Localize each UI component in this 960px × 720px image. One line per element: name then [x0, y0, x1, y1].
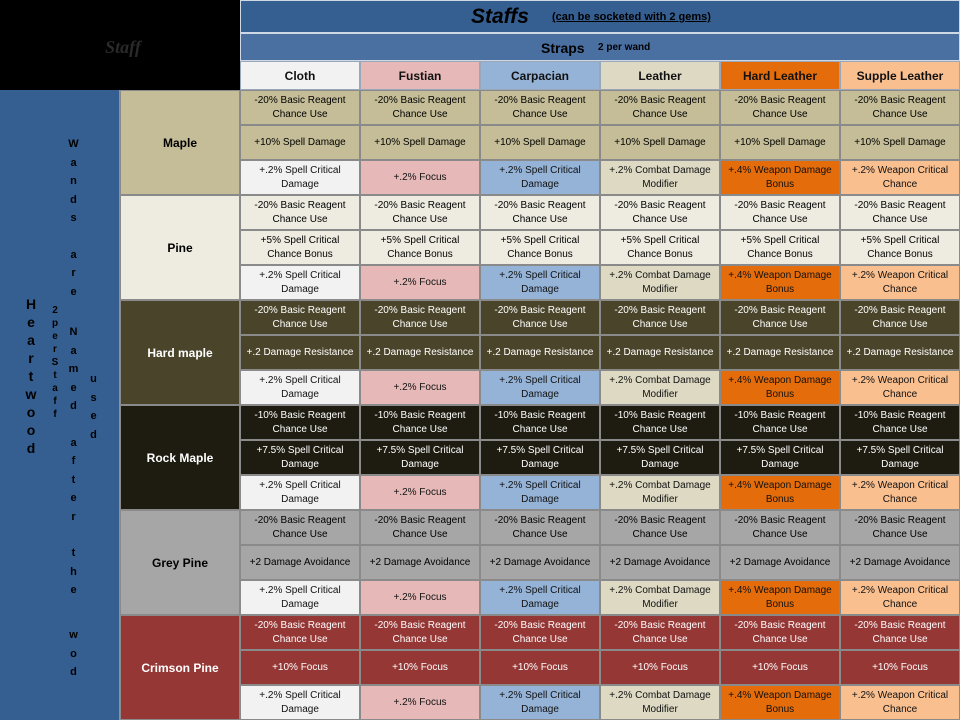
cell-wood-bonus: +2 Damage Avoidance [720, 545, 840, 580]
cell-reagent: -20% Basic Reagent Chance Use [840, 615, 960, 650]
cell-strap-bonus: +.2% Focus [360, 370, 480, 405]
cell-strap-bonus: +.2% Spell Critical Damage [240, 685, 360, 720]
cell-reagent: -20% Basic Reagent Chance Use [600, 510, 720, 545]
cell-strap-bonus: +.2% Weapon Critical Chance [840, 685, 960, 720]
cell-reagent: -10% Basic Reagent Chance Use [720, 405, 840, 440]
cell-wood-bonus: +.2 Damage Resistance [600, 335, 720, 370]
named-after-vertical-label [68, 323, 79, 600]
page-subtitle: (can be socketed with 2 gems) [552, 11, 711, 23]
cell-strap-bonus: +.2% Combat Damage Modifier [600, 580, 720, 615]
cell-wood-bonus: +2 Damage Avoidance [840, 545, 960, 580]
vertical-letter: d [70, 666, 77, 678]
wood-label-hard-maple: Hard maple [120, 300, 240, 405]
vertical-letter: a [70, 344, 77, 357]
cell-wood-bonus: +.2 Damage Resistance [840, 335, 960, 370]
wood-label-maple: Maple [120, 90, 240, 195]
wood-label-crimson-pine: Crimson Pine [120, 615, 240, 720]
vertical-letter: e [70, 584, 77, 596]
column-header-cloth: Cloth [240, 61, 360, 90]
vertical-letter: r [71, 267, 76, 279]
cell-reagent: -20% Basic Reagent Chance Use [240, 195, 360, 230]
cell-strap-bonus: +.2% Spell Critical Damage [480, 265, 600, 300]
cell-reagent: -20% Basic Reagent Chance Use [840, 300, 960, 335]
vertical-letter: t [71, 473, 76, 486]
cell-reagent: -20% Basic Reagent Chance Use [600, 90, 720, 125]
cell-reagent: -20% Basic Reagent Chance Use [480, 195, 600, 230]
cell-reagent: -20% Basic Reagent Chance Use [840, 510, 960, 545]
vertical-letter: t [53, 370, 57, 381]
cell-wood-bonus: +.2 Damage Resistance [720, 335, 840, 370]
vertical-letter: a [70, 248, 77, 261]
cell-wood-bonus: +.2 Damage Resistance [480, 335, 600, 370]
vertical-letter: w [25, 386, 37, 402]
cell-strap-bonus: +.2% Weapon Critical Chance [840, 475, 960, 510]
cell-reagent: -20% Basic Reagent Chance Use [720, 90, 840, 125]
column-header-leather: Leather [600, 61, 720, 90]
vertical-letter: r [28, 350, 34, 366]
cell-strap-bonus: +.2% Focus [360, 475, 480, 510]
vertical-gap [68, 228, 79, 246]
vertical-letter: u [90, 373, 97, 385]
cell-wood-bonus: +2 Damage Avoidance [240, 545, 360, 580]
cell-wood-bonus: +7.5% Spell Critical Damage [240, 440, 360, 475]
cell-strap-bonus: +.2% Combat Damage Modifier [600, 265, 720, 300]
vertical-letter: e [70, 381, 77, 394]
cell-reagent: -10% Basic Reagent Chance Use [600, 405, 720, 440]
cell-strap-bonus: +.2% Weapon Critical Chance [840, 160, 960, 195]
cell-wood-bonus: +10% Focus [240, 650, 360, 685]
vertical-letter: a [70, 436, 77, 449]
column-header-supple-leather: Supple Leather [840, 61, 960, 90]
corner-faint-label: Staff [105, 37, 141, 57]
vertical-letter: n [70, 175, 77, 187]
vertical-letter: w [69, 629, 78, 641]
heartwood-sidebar [0, 90, 120, 720]
vertical-letter: d [90, 428, 97, 441]
cell-wood-bonus: +7.5% Spell Critical Damage [840, 440, 960, 475]
column-header-carpacian: Carpacian [480, 61, 600, 90]
cell-wood-bonus: +7.5% Spell Critical Damage [600, 440, 720, 475]
vertical-letter: H [25, 296, 37, 312]
cell-reagent: -20% Basic Reagent Chance Use [720, 510, 840, 545]
cell-reagent: -20% Basic Reagent Chance Use [240, 615, 360, 650]
cell-reagent: -20% Basic Reagent Chance Use [480, 90, 600, 125]
cell-reagent: -10% Basic Reagent Chance Use [480, 405, 600, 440]
cell-strap-bonus: +.2% Focus [360, 580, 480, 615]
cell-strap-bonus: +.4% Weapon Damage Bonus [720, 160, 840, 195]
column-header-fustian: Fustian [360, 61, 480, 90]
two-per-staff-vertical-label [50, 304, 60, 421]
vertical-letter: e [70, 285, 77, 298]
cell-reagent: -20% Basic Reagent Chance Use [360, 90, 480, 125]
cell-wood-bonus: +10% Spell Damage [720, 125, 840, 160]
cell-wood-bonus: +10% Focus [360, 650, 480, 685]
page-title: Staffs [471, 5, 529, 28]
cell-strap-bonus: +.2% Spell Critical Damage [240, 265, 360, 300]
vertical-letter: e [70, 492, 77, 504]
vertical-gap [68, 416, 79, 434]
vertical-letter: t [71, 547, 76, 559]
cell-wood-bonus: +.2 Damage Resistance [360, 335, 480, 370]
cell-strap-bonus: +.4% Weapon Damage Bonus [720, 475, 840, 510]
cell-wood-bonus: +10% Focus [480, 650, 600, 685]
cell-wood-bonus: +10% Spell Damage [480, 125, 600, 160]
vertical-letter: m [68, 363, 79, 375]
cell-reagent: -20% Basic Reagent Chance Use [240, 300, 360, 335]
vertical-letter: a [70, 156, 77, 169]
cell-strap-bonus: +.2% Combat Damage Modifier [600, 160, 720, 195]
staffs-title-bar [240, 0, 960, 33]
straps-note: 2 per wand [598, 42, 651, 53]
cell-strap-bonus: +.2% Spell Critical Damage [480, 370, 600, 405]
cell-reagent: -20% Basic Reagent Chance Use [720, 615, 840, 650]
wands-vertical-label [68, 135, 79, 301]
vertical-letter: N [69, 326, 78, 338]
cell-wood-bonus: +.2 Damage Resistance [240, 335, 360, 370]
vertical-letter: h [70, 565, 77, 578]
vertical-letter: s [90, 391, 97, 404]
cell-reagent: -20% Basic Reagent Chance Use [240, 510, 360, 545]
vertical-letter: p [51, 318, 59, 329]
vertical-letter: e [90, 410, 97, 422]
cell-reagent: -20% Basic Reagent Chance Use [600, 615, 720, 650]
vertical-letter: f [53, 396, 57, 407]
cell-reagent: -20% Basic Reagent Chance Use [360, 615, 480, 650]
vertical-letter: s [70, 212, 77, 224]
cell-wood-bonus: +2 Damage Avoidance [600, 545, 720, 580]
cell-wood-bonus: +10% Spell Damage [600, 125, 720, 160]
cell-wood-bonus: +2 Damage Avoidance [480, 545, 600, 580]
cell-strap-bonus: +.2% Spell Critical Damage [240, 160, 360, 195]
cell-reagent: -20% Basic Reagent Chance Use [720, 195, 840, 230]
cell-wood-bonus: +2 Damage Avoidance [360, 545, 480, 580]
cell-reagent: -20% Basic Reagent Chance Use [600, 195, 720, 230]
cell-strap-bonus: +.2% Weapon Critical Chance [840, 580, 960, 615]
vertical-letter: a [27, 332, 35, 348]
vertical-letter: 2 [52, 305, 58, 316]
cell-reagent: -20% Basic Reagent Chance Use [360, 510, 480, 545]
vertical-letter: o [26, 404, 36, 420]
cell-wood-bonus: +7.5% Spell Critical Damage [360, 440, 480, 475]
vertical-letter: f [71, 455, 76, 467]
cell-wood-bonus: +5% Spell Critical Chance Bonus [600, 230, 720, 265]
cell-wood-bonus: +10% Focus [720, 650, 840, 685]
cell-strap-bonus: +.2% Spell Critical Damage [480, 580, 600, 615]
wood-label-pine: Pine [120, 195, 240, 300]
cell-reagent: -10% Basic Reagent Chance Use [840, 405, 960, 440]
vertical-letter: o [70, 647, 77, 660]
vertical-letter: d [26, 440, 36, 456]
column-header-hard-leather: Hard Leather [720, 61, 840, 90]
wood-label-rock-maple: Rock Maple [120, 405, 240, 510]
cell-strap-bonus: +.2% Spell Critical Damage [480, 160, 600, 195]
cell-strap-bonus: +.2% Spell Critical Damage [480, 475, 600, 510]
cell-wood-bonus: +10% Focus [600, 650, 720, 685]
corner-block [0, 0, 240, 90]
cell-wood-bonus: +10% Spell Damage [360, 125, 480, 160]
vertical-letter: o [26, 422, 36, 438]
cell-reagent: -20% Basic Reagent Chance Use [240, 90, 360, 125]
wod-vertical-label [68, 626, 79, 682]
cell-reagent: -20% Basic Reagent Chance Use [840, 195, 960, 230]
cell-reagent: -20% Basic Reagent Chance Use [600, 300, 720, 335]
cell-wood-bonus: +5% Spell Critical Chance Bonus [720, 230, 840, 265]
cell-strap-bonus: +.4% Weapon Damage Bonus [720, 370, 840, 405]
vertical-gap [68, 526, 79, 544]
vertical-letter: r [71, 510, 76, 523]
vertical-letter: W [68, 138, 79, 150]
cell-strap-bonus: +.2% Combat Damage Modifier [600, 475, 720, 510]
cell-reagent: -20% Basic Reagent Chance Use [360, 300, 480, 335]
cell-strap-bonus: +.2% Spell Critical Damage [240, 475, 360, 510]
cell-strap-bonus: +.2% Combat Damage Modifier [600, 685, 720, 720]
cell-reagent: -20% Basic Reagent Chance Use [720, 300, 840, 335]
vertical-letter: S [51, 357, 59, 368]
vertical-letter: t [28, 368, 34, 384]
vertical-letter: d [70, 400, 77, 412]
cell-wood-bonus: +10% Spell Damage [240, 125, 360, 160]
cell-strap-bonus: +.2% Focus [360, 265, 480, 300]
vertical-letter: a [52, 383, 58, 394]
cell-strap-bonus: +.2% Weapon Critical Chance [840, 370, 960, 405]
cell-strap-bonus: +.2% Spell Critical Damage [480, 685, 600, 720]
cell-reagent: -10% Basic Reagent Chance Use [240, 405, 360, 440]
vertical-letter: f [53, 409, 57, 420]
cell-wood-bonus: +5% Spell Critical Chance Bonus [360, 230, 480, 265]
cell-reagent: -20% Basic Reagent Chance Use [480, 510, 600, 545]
cell-wood-bonus: +10% Focus [840, 650, 960, 685]
cell-wood-bonus: +10% Spell Damage [840, 125, 960, 160]
cell-reagent: -20% Basic Reagent Chance Use [360, 195, 480, 230]
used-vertical-label [88, 370, 99, 444]
heartwood-vertical-label [24, 295, 38, 457]
cell-strap-bonus: +.2% Focus [360, 160, 480, 195]
straps-label: Straps [541, 40, 585, 56]
vertical-letter: r [53, 344, 57, 355]
cell-strap-bonus: +.2% Focus [360, 685, 480, 720]
vertical-letter: d [70, 193, 77, 206]
cell-strap-bonus: +.2% Spell Critical Damage [240, 370, 360, 405]
cell-strap-bonus: +.4% Weapon Damage Bonus [720, 580, 840, 615]
cell-strap-bonus: +.2% Spell Critical Damage [240, 580, 360, 615]
cell-strap-bonus: +.2% Weapon Critical Chance [840, 265, 960, 300]
vertical-letter: e [27, 314, 35, 330]
cell-strap-bonus: +.4% Weapon Damage Bonus [720, 265, 840, 300]
straps-bar [240, 33, 960, 61]
vertical-letter: e [52, 331, 58, 342]
cell-reagent: -20% Basic Reagent Chance Use [480, 300, 600, 335]
cell-wood-bonus: +7.5% Spell Critical Damage [480, 440, 600, 475]
wood-label-grey-pine: Grey Pine [120, 510, 240, 615]
cell-strap-bonus: +.2% Combat Damage Modifier [600, 370, 720, 405]
cell-wood-bonus: +7.5% Spell Critical Damage [720, 440, 840, 475]
cell-wood-bonus: +5% Spell Critical Chance Bonus [240, 230, 360, 265]
cell-reagent: -10% Basic Reagent Chance Use [360, 405, 480, 440]
cell-reagent: -20% Basic Reagent Chance Use [480, 615, 600, 650]
cell-reagent: -20% Basic Reagent Chance Use [840, 90, 960, 125]
cell-wood-bonus: +5% Spell Critical Chance Bonus [480, 230, 600, 265]
cell-strap-bonus: +.4% Weapon Damage Bonus [720, 685, 840, 720]
cell-wood-bonus: +5% Spell Critical Chance Bonus [840, 230, 960, 265]
